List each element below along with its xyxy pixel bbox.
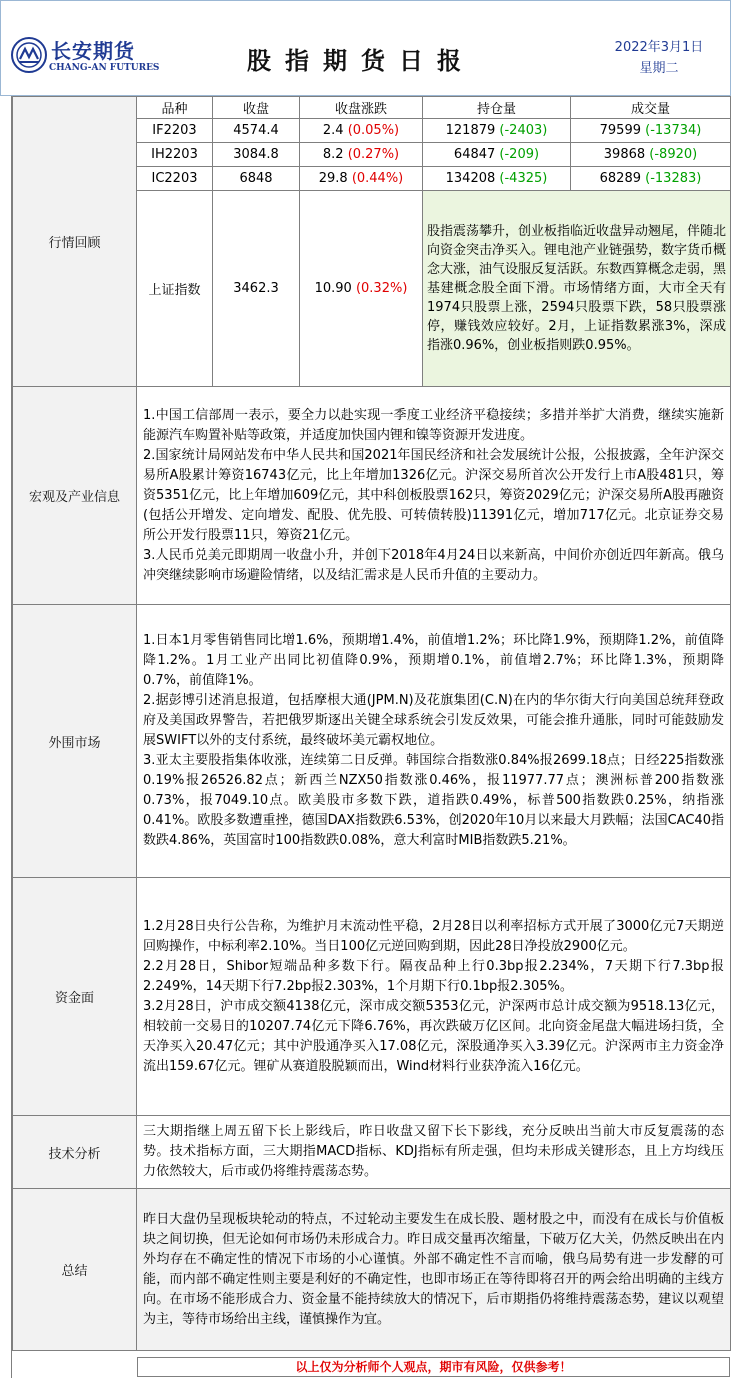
close-price: 6848	[213, 167, 300, 191]
market-summary: 股指震荡攀升，创业板指临近收盘异动翘尾，伴随北向资金突击净买入。锂电池产业链强势，数字货币概念大涨，油气设服反复活跃。东数西算概念走弱，黑基建概念股全面下滑。市场情绪方面，大市全天有1974只股票上涨，2594只股票下跌，58只股票涨停，赚钱效应较好。2月，上证指数累涨3%，深成指涨0.96%，创业板指则跌0.95%。	[423, 191, 731, 387]
contract-name: IH2203	[137, 143, 213, 167]
funds-row	[13, 878, 731, 1116]
volume-change: (-8920)	[649, 147, 698, 162]
col-header-oi: 持仓量	[423, 97, 571, 119]
logo-name-en: CHANG-AN FUTURES	[49, 63, 160, 73]
funds-paragraph: 3.2月28日，沪市成交额4138亿元，深市成交额5353亿元，沪深两市总计成交额为9518.13亿元，相较前一交易日的10207.74亿元下降6.76%，再次跌破万亿区间。北向资金尾盘大幅进场扫货，全天净买入20.47亿元；其中沪股通净买入17.08亿元，深股通净买入3.39亿元。沪深两市主力资金净流出159.67亿元。锂矿从赛道股脱颖而出，Wind材料行业获净流入16亿元。	[143, 998, 724, 1074]
col-header-close: 收盘	[213, 97, 300, 119]
change-value: 29.8	[318, 171, 348, 186]
close-change	[300, 167, 423, 191]
report-date: 2022年3月1日	[614, 40, 704, 55]
change-value: 8.2	[322, 147, 344, 162]
macro-section-label: 宏观及产业信息	[13, 387, 137, 605]
overseas-paragraph: 2.据彭博引述消息报道，包括摩根大通(JPM.N)及花旗集团(C.N)在内的华尔街大行向美国总统拜登政府及美国政界警告，若把俄罗斯逐出关键全球系统会引发反效果，可能会推升通胀，同时可能鼓励发展SWIFT以外的支付系统，最终破坏美元霸权地位。	[143, 693, 724, 748]
report-header	[0, 0, 731, 96]
macro-paragraph: 3.人民币兑美元即期周一收盘小升，并创下2018年4月24日以来新高，中间价亦创近四年新高。俄乌冲突继续影响市场避险情绪，以及结汇需求是人民币升值的主要动力。	[143, 547, 724, 583]
volume	[571, 119, 731, 143]
col-header-change: 收盘涨跌	[300, 97, 423, 119]
overseas-paragraph: 1.日本1月零售销售同比增1.6%，预期增1.4%，前值增1.2%；环比降1.9%，预期降1.2%，前值降降1.2%。1月工业产出同比初值降0.9%，预期增0.1%，前值增2.7%；环比降1.3%，预期降0.7%，前值降1%。	[143, 633, 724, 688]
report-weekday: 星期二	[639, 61, 679, 76]
volume	[571, 167, 731, 191]
change-pct: (0.27%)	[347, 147, 400, 162]
close-price: 3084.8	[213, 143, 300, 167]
chang-an-logo-icon	[11, 37, 47, 73]
close-change	[300, 143, 423, 167]
macro-row	[13, 387, 731, 605]
oi-change: (-2403)	[499, 123, 548, 138]
index-close: 3462.3	[213, 191, 300, 387]
overseas-content	[137, 605, 731, 878]
left-margin	[0, 96, 12, 1378]
overseas-paragraph: 3.亚太主要股指集体收涨，连续第二日反弹。韩国综合指数涨0.84%报2699.18点；日经225指数涨0.19%报26526.82点；新西兰NZX50指数涨0.46%，报11977.77点；澳洲标普200指数涨0.73%，报7049.10点。欧美股市多数下跌，道指跌0.49%，标普500指数跌0.25%，纳指涨0.41%。欧股多数遭重挫，德国DAX指数跌6.53%，创2020年10月以来最大月跌幅；法国CAC40指数跌4.86%，英国富时100指数跌0.08%，意大利富时MIB指数跌5.21%。	[143, 753, 724, 848]
oi-change: (-209)	[499, 147, 540, 162]
contract-name: IC2203	[137, 167, 213, 191]
market-section-label: 行情回顾	[13, 97, 137, 387]
conclusion-content: 昨日大盘仍呈现板块轮动的特点，不过轮动主要发生在成长股、题材股之中，而没有在成长与价值板块之间切换，但无论如何市场仍未形成合力。昨日成交量再次缩量，下破万亿大关，仍然反映出在内外均存在不确定性的情况下市场的小心谨慎。外部不确定性不言而喻，俄乌局势有进一步发酵的可能，而内部不确定性则主要是利好的不确定性，也即市场正在等待即将召开的两会给出明确的主线方向。在市场不能形成合力、资金量不能持续放大的情况下，后市期指仍将维持震荡态势，建议以观望为主，等待市场给出主线，谨慎操作为宜。	[137, 1189, 731, 1351]
date-block	[599, 37, 719, 79]
change-pct: (0.05%)	[347, 123, 400, 138]
funds-paragraph: 2.2月28日，Shibor短端品种多数下行。隔夜品种上行0.3bp报2.234%，7天期下行7.3bp报2.249%，14天期下行7.2bp报2.303%，1个月期下行0.1bp报2.305%。	[143, 958, 724, 994]
change-value: 2.4	[322, 123, 344, 138]
page-title: 股指期货日报	[247, 47, 475, 75]
report-table	[12, 96, 731, 1351]
conclusion-section-label: 总结	[13, 1189, 137, 1351]
volume-value: 79599	[599, 123, 641, 138]
index-name: 上证指数	[137, 191, 213, 387]
macro-paragraph: 2.国家统计局网站发布中华人民共和国2021年国民经济和社会发展统计公报，公报披露，全年沪深交易所A股累计筹资16743亿元，比上年增加1326亿元。沪深交易所首次公开发行上市A股481只，筹资5351亿元，比上年增加609亿元，其中科创板股票162只，筹资2029亿元；沪深交易所A股再融资(包括公开增发、定向增发、配股、优先股、可转债转股)11391亿元，增加717亿元。北京证券交易所公开发行股票11只，筹资21亿元。	[143, 447, 724, 543]
volume-value: 68289	[599, 171, 641, 186]
contract-name: IF2203	[137, 119, 213, 143]
logo-name-cn: 长安期货	[51, 39, 135, 63]
funds-paragraph: 1.2月28日央行公告称，为维护月末流动性平稳，2月28日以利率招标方式开展了3000亿元7天期逆回购操作，中标利率2.10%。当日100亿元逆回购到期，因此28日净投放2900亿元。	[143, 918, 724, 954]
oi-value: 134208	[445, 171, 496, 186]
funds-content	[137, 878, 731, 1116]
macro-paragraph: 1.中国工信部周一表示，要全力以赴实现一季度工业经济平稳接续；多措并举扩大消费，继续实施新能源汽车购置补贴等政策，并适度加快国内锂和镍等资源开发进度。	[143, 407, 724, 443]
volume-change: (-13283)	[645, 171, 702, 186]
oi-value: 121879	[445, 123, 496, 138]
col-header-volume: 成交量	[571, 97, 731, 119]
col-header-name: 品种	[137, 97, 213, 119]
conclusion-row	[13, 1189, 731, 1351]
index-change-value: 10.90	[314, 281, 352, 296]
oi-change: (-4325)	[499, 171, 548, 186]
close-price: 4574.4	[213, 119, 300, 143]
close-change	[300, 119, 423, 143]
overseas-section-label: 外围市场	[13, 605, 137, 878]
technical-section-label: 技术分析	[13, 1116, 137, 1189]
open-interest	[423, 119, 571, 143]
macro-content	[137, 387, 731, 605]
funds-section-label: 资金面	[13, 878, 137, 1116]
oi-value: 64847	[453, 147, 496, 162]
change-pct: (0.44%)	[351, 171, 404, 186]
open-interest	[423, 167, 571, 191]
volume	[571, 143, 731, 167]
disclaimer-footer: 以上仅为分析师个人观点，期市有风险，仅供参考！	[137, 1357, 730, 1377]
technical-content: 三大期指继上周五留下长上影线后，昨日收盘又留下长下影线，充分反映出当前大市反复震荡的态势。技术指标方面，三大期指MACD指标、KDJ指标有所走强，但均未形成关键形态，且上方均线压力依然较大，后市或仍将维持震荡态势。	[137, 1116, 731, 1189]
volume-change: (-13734)	[645, 123, 702, 138]
index-change	[300, 191, 423, 387]
technical-row	[13, 1116, 731, 1189]
index-change-pct: (0.32%)	[355, 281, 408, 296]
volume-value: 39868	[603, 147, 646, 162]
market-header-row	[13, 97, 731, 119]
open-interest	[423, 143, 571, 167]
overseas-row	[13, 605, 731, 878]
